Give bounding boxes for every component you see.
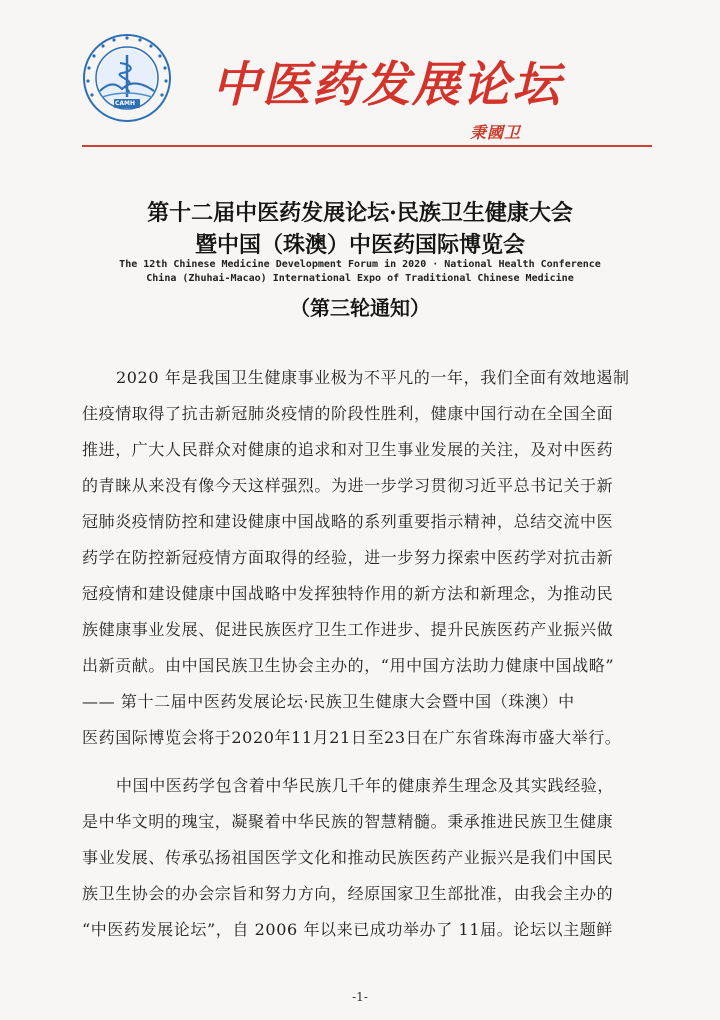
body-line: 族卫生协会的办会宗旨和努力方向，经原国家卫生部批准，由我会主办的	[82, 884, 614, 903]
body-line: 2020 年是我国卫生健康事业极为不平凡的一年，我们全面有效地遏制	[116, 368, 630, 387]
body-line: 医药国际博览会将于2020年11月21日至23日在广东省珠海市盛大举行。	[82, 728, 622, 747]
conference-title-cn-line2: 暨中国（珠澳）中医药国际博览会	[194, 232, 525, 258]
body-line: 药学在防控新冠疫情方面取得的经验，进一步努力探索中医药学对抗击新	[82, 548, 614, 567]
logo-text: CAMH	[115, 100, 136, 107]
body-line: 事业发展、传承弘扬祖国医学文化和推动民族医药产业振兴是我们中国民	[82, 848, 614, 867]
body-line: —— 第十二届中医药发展论坛·民族卫生健康大会暨中国（珠澳）中	[82, 692, 575, 711]
body-line: 中国中医药学包含着中华民族几千年的健康养生理念及其实践经验，	[116, 776, 615, 795]
body-line: 族健康事业发展、促进民族医疗卫生工作进步、提升民族医药产业振兴做	[82, 620, 614, 639]
body-line: 是中华文明的瑰宝，凝聚着中华民族的智慧精髓。秉承推进民族卫生健康	[82, 812, 614, 831]
body-line: 出新贡献。由中国民族卫生协会主办的，“用中国方法助力健康中国战略”	[82, 656, 615, 675]
camh-logo	[82, 33, 172, 123]
body-line: 的青睐从来没有像今天这样强烈。为进一步学习贯彻习近平总书记关于新	[82, 476, 614, 495]
page-number: -1-	[352, 990, 368, 1004]
notice-label: （第三轮通知）	[290, 296, 430, 320]
forum-title: 中医药发展论坛	[212, 57, 563, 113]
logo-emblem-icon	[82, 33, 172, 123]
header-divider	[82, 145, 652, 147]
body-line: 住疫情取得了抗击新冠肺炎疫情的阶段性胜利，健康中国行动在全国全面	[82, 404, 614, 423]
conference-title-en-line2: China (Zhuhai-Macao) International Expo of Traditional Chinese Medicine	[146, 273, 574, 284]
body-line: 推进，广大人民群众对健康的追求和对卫生事业发展的关注，及对中医药	[82, 440, 614, 459]
conference-title-cn-line1: 第十二届中医药发展论坛·民族卫生健康大会	[147, 200, 573, 226]
conference-title-en-line1: The 12th Chinese Medicine Development Forum in 2020 · National Health Conference	[119, 259, 601, 270]
calligraphy-signature: 秉國卫	[470, 123, 522, 142]
body-line: 冠肺炎疫情防控和建设健康中国战略的系列重要指示精神，总结交流中医	[82, 512, 614, 531]
body-line: “中医药发展论坛”，自 2006 年以来已成功举办了 11届。论坛以主题鲜	[82, 920, 613, 939]
body-line: 冠疫情和建设健康中国战略中发挥独特作用的新方法和新理念，为推动民	[82, 584, 614, 603]
